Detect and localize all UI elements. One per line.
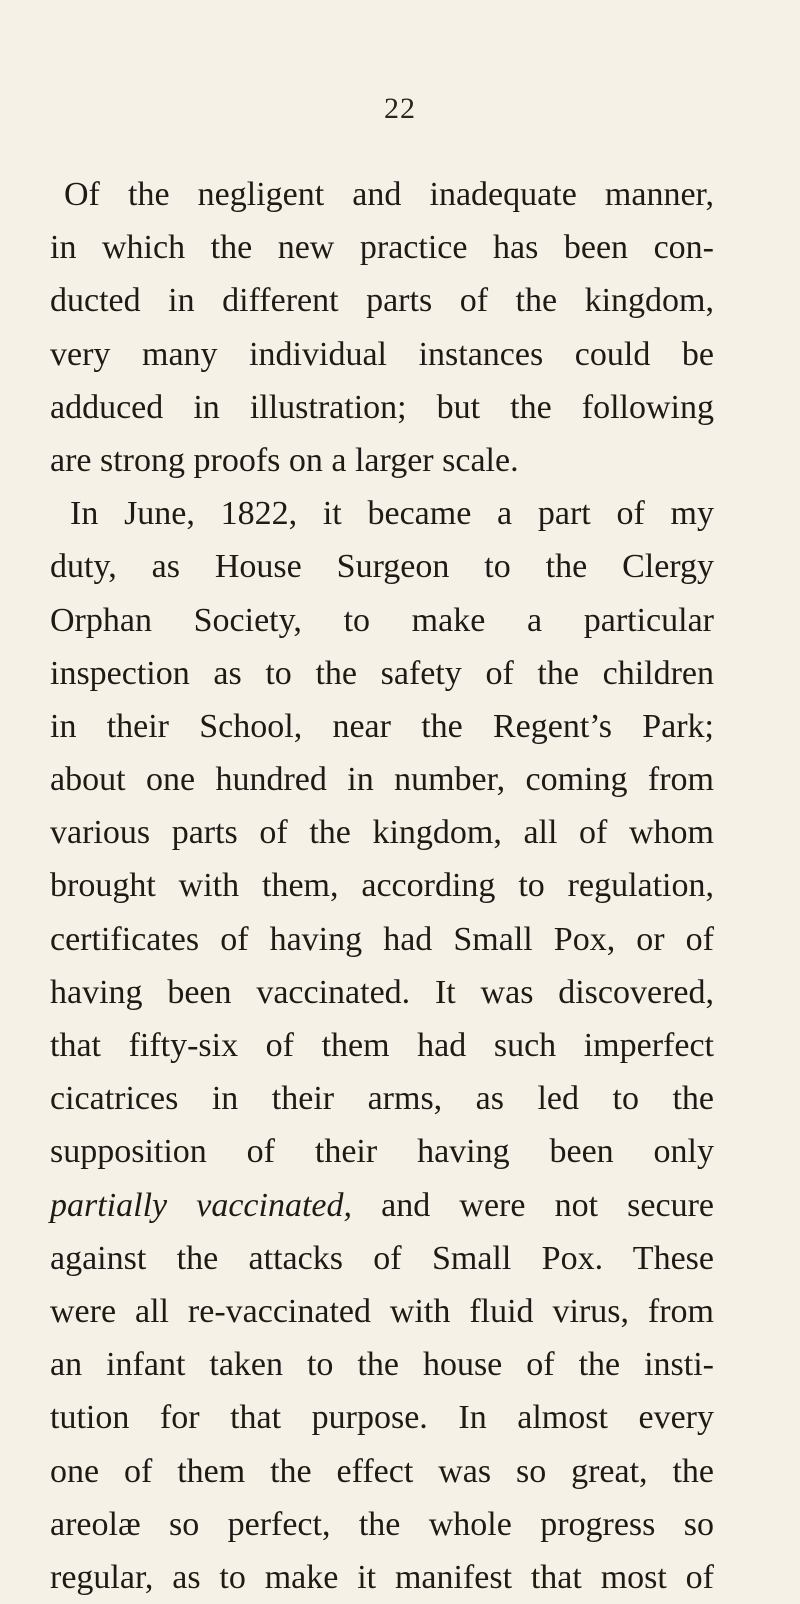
text-line: areolæ so perfect, the whole progress so (50, 1505, 714, 1543)
text-fragment: and were not secure (352, 1186, 714, 1224)
text-line: various parts of the kingdom, all of whom (50, 814, 714, 852)
text-line: against the attacks of Small Pox. These (50, 1239, 714, 1277)
text-line: tution for that purpose. In almost every (50, 1399, 714, 1437)
text-line: duty, as House Surgeon to the Clergy (50, 548, 714, 586)
text-line: about one hundred in number, coming from (50, 761, 714, 799)
text-line: in their School, near the Regent’s Park; (50, 707, 714, 745)
text-line: Orphan Society, to make a particular (50, 601, 714, 639)
text-line: In June, 1822, it became a part of my (70, 495, 714, 533)
italic-phrase: partially vaccinated, (50, 1186, 353, 1224)
text-line: one of them the effect was so great, the (50, 1452, 714, 1490)
text-line: an infant taken to the house of the insti- (50, 1346, 714, 1384)
page-number: 22 (384, 92, 416, 125)
text-line: are strong proofs on a larger scale. (50, 441, 519, 479)
text-line-mixed (50, 1179, 714, 1232)
text-line: in which the new practice has been con- (50, 229, 714, 267)
text-line: ducted in different parts of the kingdom, (50, 282, 714, 320)
text-line: regular, as to make it manifest that most of (50, 1558, 714, 1596)
text-line: that fifty-six of them had such imperfect (50, 1027, 714, 1064)
body-text (50, 168, 714, 1604)
text-line: brought with them, according to regulation, (50, 867, 714, 905)
text-line: having been vaccinated. It was discovered, (50, 973, 714, 1011)
text-line: were all re-vaccinated with fluid virus, from (50, 1292, 714, 1330)
text-line: cicatrices in their arms, as led to the (50, 1080, 714, 1118)
text-line: supposition of their having been only (50, 1133, 714, 1171)
text-line: inspection as to the safety of the children (50, 654, 714, 692)
text-line: adduced in illustration; but the following (50, 388, 714, 426)
text-line: very many individual instances could be (50, 335, 714, 373)
text-line: Of the negligent and inadequate manner, (64, 176, 714, 213)
text-line: certificates of having had Small Pox, or of (50, 920, 714, 958)
